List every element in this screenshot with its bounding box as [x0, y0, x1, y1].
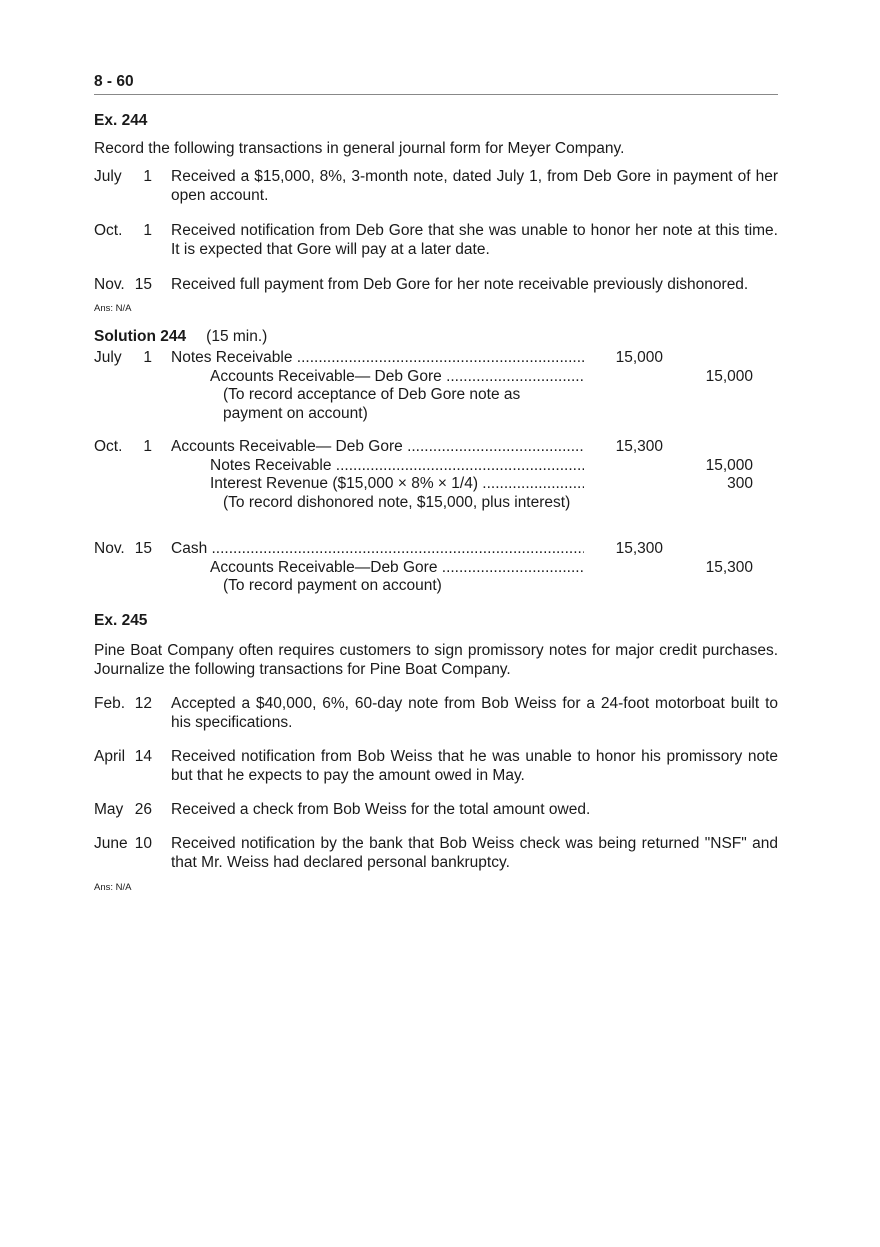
credit-amount: 300 — [727, 475, 753, 492]
transaction-row — [94, 694, 778, 732]
transaction-month: Oct. — [94, 222, 123, 239]
transaction-month: July — [94, 168, 122, 185]
journal-memo-line — [94, 494, 778, 513]
transaction-day: 1 — [143, 168, 152, 185]
document-page — [94, 70, 778, 894]
journal-credit-line — [94, 559, 778, 578]
exercise-245-title: Ex. 245 — [94, 611, 148, 629]
journal-entry — [94, 349, 778, 423]
transaction-row — [94, 800, 778, 819]
credit-amount: 15,000 — [705, 456, 753, 474]
journal-entries — [94, 349, 778, 596]
transaction-row — [94, 167, 778, 205]
journal-memo-line — [94, 577, 778, 596]
transaction-month: June — [94, 834, 128, 852]
entry-memo: (To record acceptance of Deb Gore note as — [223, 386, 521, 403]
transaction-text: Received a check from Bob Weiss for the total amount owed. — [171, 800, 591, 818]
debit-amount: 15,300 — [615, 438, 663, 455]
transaction-text: Received full payment from Deb Gore for her note receivable previously dishonored. — [171, 276, 749, 293]
debit-amount: 15,300 — [615, 540, 663, 557]
transaction-day: 14 — [134, 747, 152, 765]
transaction-day: 12 — [134, 694, 152, 712]
transaction-text: Accepted a $40,000, 6%, 60-day note from Bob Weiss for a 24-foot motorboat built to his specifications. — [171, 694, 778, 731]
entry-day: 15 — [134, 540, 152, 557]
debit-amount: 15,000 — [615, 349, 663, 366]
transaction-month: Nov. — [94, 276, 125, 293]
header-rule — [94, 94, 778, 95]
debit-account: Cash ..... — [171, 540, 584, 559]
entry-memo: (To record dishonored note, $15,000, plus interest) — [223, 493, 571, 511]
debit-account: Notes Receivable ..... — [171, 349, 584, 368]
transaction-text: Received a $15,000, 8%, 3-month note, dated July 1, from Deb Gore in payment of her open account. — [171, 168, 778, 204]
entry-memo: (To record payment on account) — [223, 577, 442, 594]
journal-memo-line — [94, 405, 778, 424]
exercise-244-intro: Record the following transactions in general journal form for Meyer Company. — [94, 140, 625, 157]
exercise-245-intro: Pine Boat Company often requires customers to sign promissory notes for major credit purchases. Journalize the following transactions for Pine Boat Company. — [94, 641, 778, 678]
solution-time: (15 min.) — [206, 328, 268, 345]
transaction-text: Received notification from Bob Weiss that he was unable to honor his promissory note but that he expects to pay the amount owed in May. — [171, 747, 778, 784]
transaction-day: 15 — [134, 276, 152, 293]
transaction-day: 26 — [134, 800, 152, 818]
answer-note: Ans: N/A — [94, 881, 132, 893]
credit-amount: 15,000 — [705, 367, 753, 385]
transaction-row — [94, 747, 778, 785]
entry-memo: payment on account) — [223, 404, 368, 422]
entry-day: 1 — [143, 438, 152, 455]
journal-debit-line — [94, 540, 778, 559]
journal-debit-line — [94, 438, 778, 457]
journal-credit-line — [94, 475, 778, 494]
answer-note: Ans: N/A — [94, 303, 132, 314]
credit-account: Accounts Receivable— Deb Gore ..... — [210, 368, 584, 387]
credit-account: Interest Revenue ($15,000 × 8% × 1/4) ..... — [210, 475, 584, 494]
page-number: 8 - 60 — [94, 73, 134, 90]
journal-debit-line — [94, 349, 778, 368]
entry-month: Oct. — [94, 438, 123, 455]
credit-account: Accounts Receivable—Deb Gore ..... — [210, 559, 584, 578]
transaction-month: May — [94, 800, 124, 818]
transaction-row — [94, 834, 778, 872]
entry-day: 1 — [143, 349, 152, 366]
transaction-month: April — [94, 747, 126, 765]
journal-memo-line — [94, 386, 778, 405]
transaction-row — [94, 275, 778, 294]
transaction-day: 1 — [143, 222, 152, 239]
journal-entry — [94, 540, 778, 596]
credit-account: Notes Receivable ..... — [210, 457, 584, 476]
exercise-244-title: Ex. 244 — [94, 112, 148, 129]
entry-month: Nov. — [94, 540, 125, 557]
transaction-text: Received notification by the bank that Bob Weiss check was being returned "NSF" and that Mr. Weiss had declared personal bankruptcy. — [171, 834, 778, 871]
entry-month: July — [94, 349, 122, 366]
debit-account: Accounts Receivable— Deb Gore ..... — [171, 438, 584, 457]
journal-credit-line — [94, 457, 778, 476]
transaction-row — [94, 221, 778, 259]
transaction-month: Feb. — [94, 694, 126, 712]
solution-title-label: Solution 244 — [94, 328, 187, 345]
transaction-text: Received notification from Deb Gore that she was unable to honor her note at this time. It is expected that Gore will pay at a later date. — [171, 222, 778, 258]
credit-amount: 15,300 — [705, 558, 753, 576]
transaction-day: 10 — [134, 834, 152, 852]
journal-credit-line — [94, 368, 778, 387]
solution-244-title — [94, 327, 778, 347]
journal-entry — [94, 438, 778, 512]
